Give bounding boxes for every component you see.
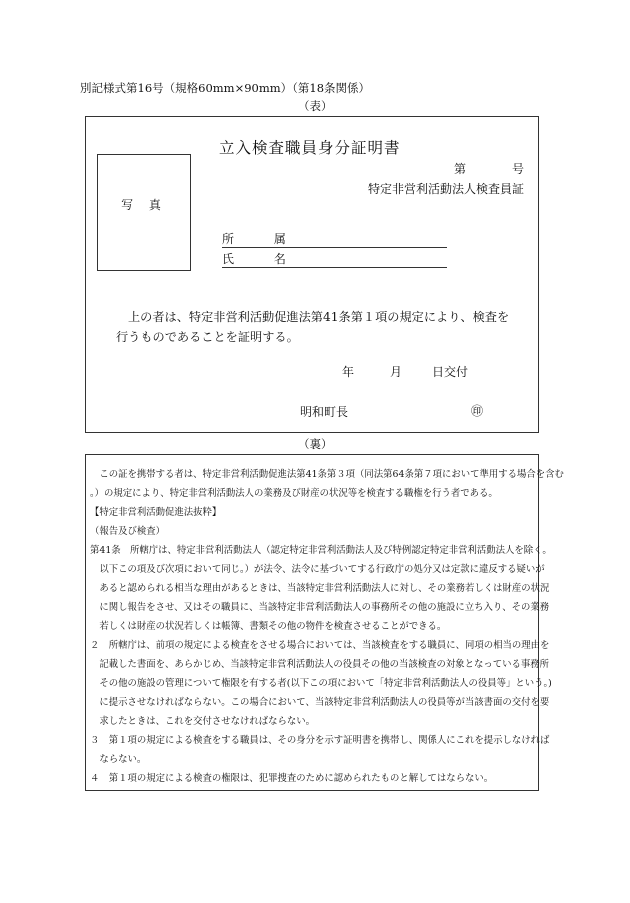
certificate-subtitle: 特定非営利活動法人検査員証 <box>367 182 524 196</box>
back-text-line: に関し報告をさせ、又はその職員に、当該特定非営利活動法人の事務所その他の施設に立ち入り、その業務 <box>90 602 550 613</box>
back-text-line: 【特定非営利活動促進法抜粋】 <box>90 507 222 518</box>
date-month: 月 <box>390 365 403 379</box>
issue-date <box>342 363 468 380</box>
statement-line-1: 上の者は、特定非営利活動促進法第41条第１項の規定により、検査を <box>128 310 510 324</box>
back-text-line: ならない。 <box>90 754 147 765</box>
back-text-line: 求したときは、これを交付させなければならない。 <box>90 716 316 727</box>
name-label: 氏 名 <box>222 252 304 266</box>
certificate-title: 立入検査職員身分証明書 <box>219 139 401 157</box>
affiliation-row <box>222 230 447 248</box>
back-text-line: 第41条 所轄庁は、特定非営利活動法人（認定特定非営利活動法人及び特例認定特定非営利活動法人を除く。 <box>90 545 552 556</box>
back-text-line: 若しくは財産の状況若しくは帳簿、書類その他の物件を検査させることができる。 <box>90 621 447 632</box>
date-year: 年 <box>342 365 355 379</box>
seal-mark: ㊞ <box>471 404 484 418</box>
photo-box <box>97 154 191 271</box>
back-text-line: あると認められる相当な理由があるときは、当該特定非営利活動法人に対し、その業務若しくは財産の状況 <box>90 583 550 594</box>
photo-label: 写 真 <box>121 198 167 212</box>
issuer-name: 明和町長 <box>300 405 349 419</box>
number-prefix: 第 <box>453 162 466 176</box>
back-side-label: （裏） <box>298 437 333 451</box>
back-text-line: ４ 第１項の規定による検査の権限は、犯罪捜査のために認められたものと解してはならない。 <box>90 773 494 784</box>
back-text-line: ３ 第１項の規定による検査をする職員は、その身分を示す証明書を携帯し、関係人にこれを提示しなければ <box>90 735 550 746</box>
certificate-front <box>85 116 539 433</box>
back-text-line: 。）の規定により、特定非営利活動法人の業務及び財産の状況等を検査する職権を行う者である。 <box>90 488 498 499</box>
form-title: 別記様式第16号（規格60mm×90mm）（第18条関係） <box>80 81 371 95</box>
back-text-line: この証を携帯する者は、特定非営利活動促進法第41条第３項（同法第64条第７項において準用する場合を含む <box>90 469 564 480</box>
back-text-line: 以下この項及び次項において同じ。）が法令、法令に基づいてする行政庁の処分又は定款に違反する疑いが <box>90 564 545 575</box>
front-side-label: （表） <box>298 99 333 113</box>
statement-line-2: 行うものであることを証明する。 <box>116 330 299 344</box>
certificate-number <box>454 160 524 177</box>
back-text-line: （報告及び検査） <box>90 526 166 537</box>
back-text-line: 記載した書面を、あらかじめ、当該特定非営利活動法人の役員その他の当該検査の対象となっている事務所 <box>90 659 550 670</box>
name-row <box>222 250 447 268</box>
certificate-back <box>85 454 564 791</box>
number-suffix: 号 <box>511 162 524 176</box>
affiliation-label: 所 属 <box>222 232 304 246</box>
back-text-line: に提示させなければならない。この場合において、当該特定非営利活動法人の役員等が当該書面の交付を要 <box>90 697 550 708</box>
back-text-line: ２ 所轄庁は、前項の規定による検査をさせる場合においては、当該検査をする職員に、同項の相当の理由を <box>90 640 550 651</box>
back-text-line: その他の施設の管理について権限を有する者(以下この項において「特定非営利活動法人の役員等」という。) <box>90 678 552 689</box>
date-day: 日交付 <box>432 365 469 379</box>
certificate-statement <box>116 307 516 347</box>
